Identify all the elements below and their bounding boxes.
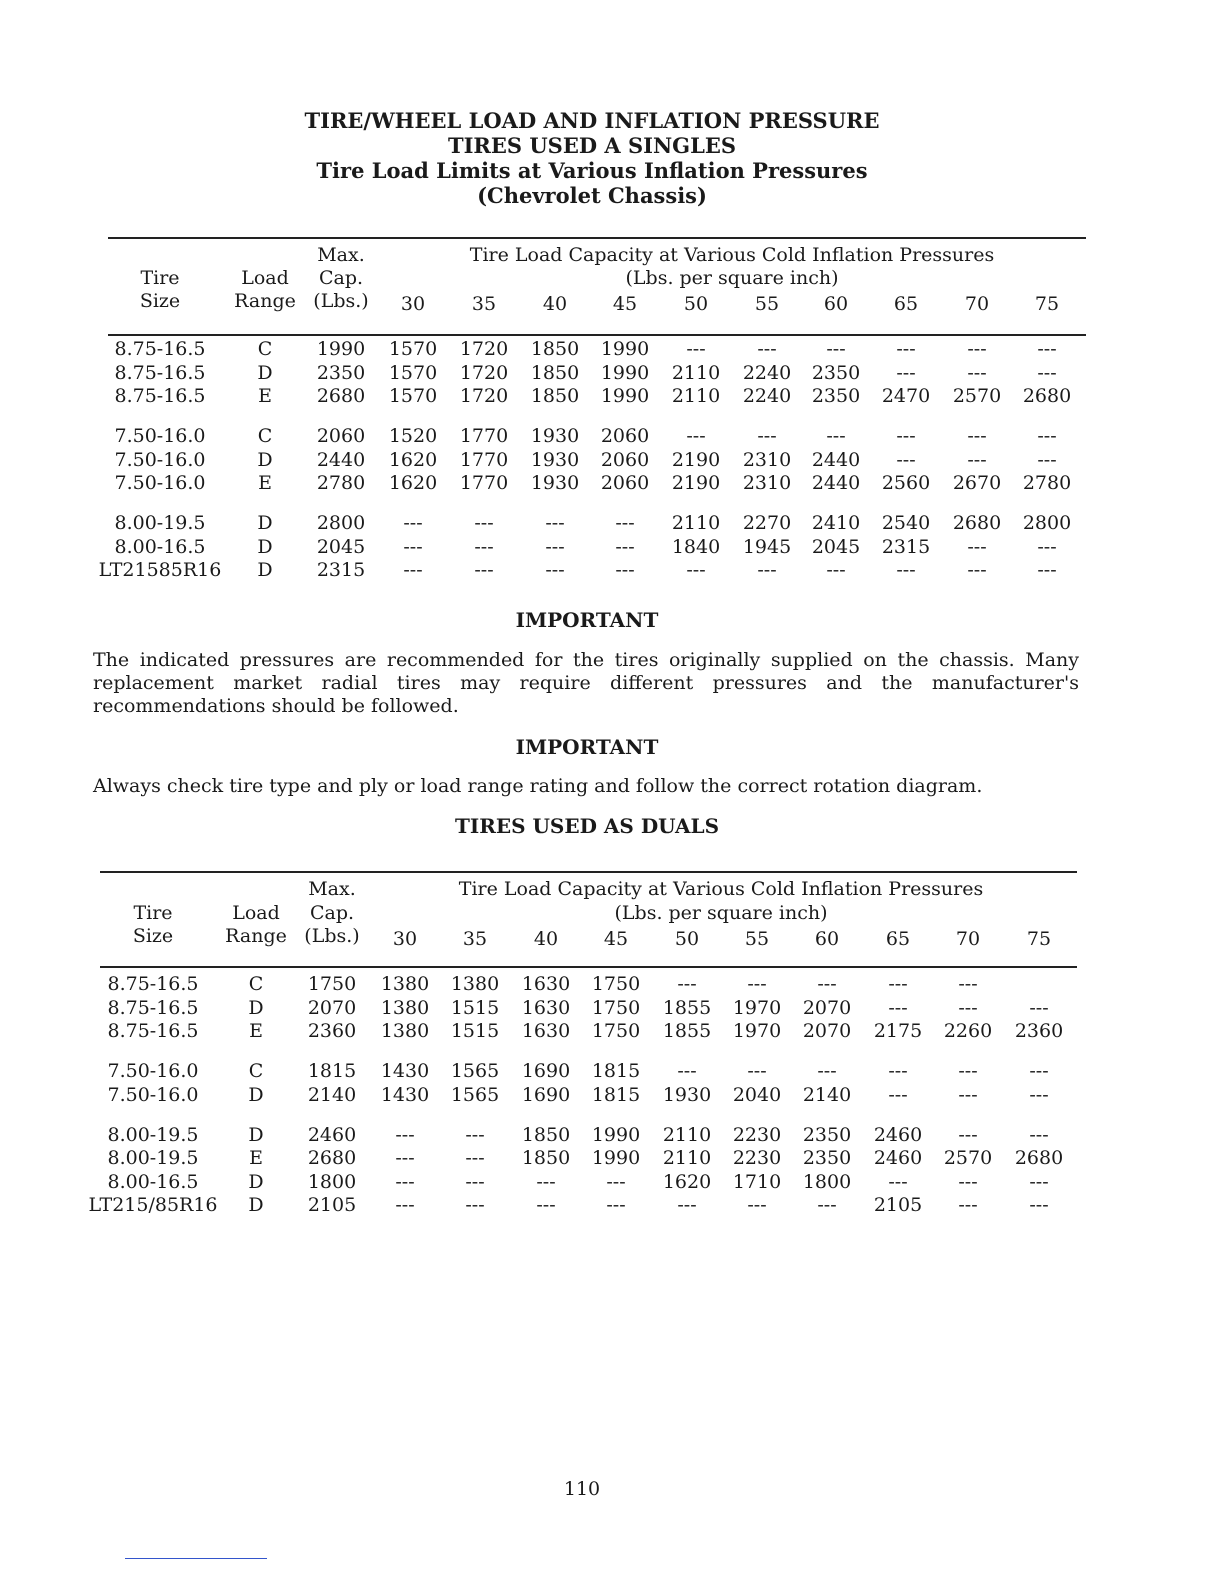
capacity-cell: --- [817,1194,837,1216]
capacity-cell: --- [896,361,916,384]
pressure-header-55: 55 [744,928,770,950]
tire-size-cell: 7.50-16.0 [114,472,206,494]
col-header-max: Max. [308,878,356,900]
tire-size-cell: 8.00-16.5 [114,535,206,558]
capacity-cell: 1565 [450,1060,500,1082]
duals-heading: TIRES USED AS DUALS [454,814,720,838]
capacity-cell: 1570 [388,385,438,407]
capacity-cell: --- [888,1083,908,1106]
capacity-cell: --- [896,425,916,447]
pressure-header-50: 50 [674,928,700,950]
capacity-cell: --- [888,1060,908,1082]
capacity-cell: 1945 [742,535,792,558]
capacity-cell: --- [958,1194,978,1216]
tire-size-cell: 8.75-16.5 [114,361,206,384]
capacity-cell: --- [967,425,987,447]
capacity-cell: --- [686,559,706,581]
capacity-cell: --- [1037,425,1057,447]
load-range-cell: C [248,1060,264,1082]
col-header-size: Size [132,925,174,947]
capacity-cell: 1565 [450,1083,500,1106]
capacity-cell: --- [1037,448,1057,471]
capacity-cell: 2045 [316,535,366,558]
capacity-cell: 2440 [811,472,861,494]
important-heading-2: IMPORTANT [515,735,659,759]
col-header-range: Range [225,925,287,947]
capacity-cell: --- [1029,1170,1049,1193]
col-header-lbs: (Lbs.) [304,925,360,947]
capacity-cell: 2780 [316,472,366,494]
capacity-cell: --- [826,559,846,581]
load-range-cell: D [248,1083,264,1106]
capacity-cell: 1710 [732,1170,782,1193]
col-header-tire: Tire [133,902,173,924]
capacity-cell: --- [1029,1194,1049,1216]
capacity-cell: 2105 [307,1194,357,1216]
capacity-cell: 2060 [600,425,650,447]
capacity-cell: 1750 [591,973,641,995]
pressure-header-55: 55 [754,293,780,315]
capacity-cell: 2270 [742,512,792,534]
capacity-cell: --- [757,425,777,447]
capacity-cell: --- [967,361,987,384]
load-range-cell: D [257,512,273,534]
load-range-cell: E [249,1147,263,1169]
capacity-cell: --- [958,996,978,1019]
pressure-header-50: 50 [683,293,709,315]
capacity-cell: 1800 [307,1170,357,1193]
capacity-cell: 1770 [459,472,509,494]
tire-size-cell: 8.00-19.5 [107,1123,199,1146]
capacity-cell: 1930 [662,1083,712,1106]
capacity-cell: --- [395,1123,415,1146]
capacity-cell: 2440 [316,448,366,471]
capacity-cell: --- [747,973,767,995]
capacity-cell: 1930 [530,448,580,471]
capacity-cell: 2060 [316,425,366,447]
capacity-cell: 1380 [380,996,430,1019]
col-header-load: Load [241,267,289,289]
capacity-cell: 1815 [307,1060,357,1082]
capacity-cell: --- [896,448,916,471]
capacity-cell: --- [395,1147,415,1169]
title-line-1: TIRE/WHEEL LOAD AND INFLATION PRESSURE [304,108,880,133]
capacity-header: Tire Load Capacity at Various Cold Inflation Pressures [469,244,995,266]
pressure-header-40: 40 [542,293,568,315]
table-header-rule [100,966,1077,968]
page-title-block [0,108,1184,208]
capacity-cell: --- [958,973,978,995]
capacity-cell: 2060 [600,448,650,471]
capacity-cell: --- [967,338,987,360]
capacity-cell: 2560 [881,472,931,494]
tire-size-cell: LT21585R16 [98,559,222,581]
capacity-cell: 2315 [316,559,366,581]
load-range-cell: D [248,996,264,1019]
capacity-cell: 2140 [307,1083,357,1106]
capacity-cell: 1620 [388,448,438,471]
load-range-cell: D [257,361,273,384]
tire-size-cell: 7.50-16.0 [114,425,206,447]
capacity-cell: 1800 [802,1170,852,1193]
title-line-2: TIRES USED A SINGLES [447,133,737,158]
capacity-cell: 1930 [530,472,580,494]
capacity-cell: --- [474,512,494,534]
capacity-cell: --- [1029,1123,1049,1146]
capacity-cell: 1630 [521,973,571,995]
capacity-cell: 2260 [943,1020,993,1042]
table-top-rule [108,237,1086,239]
tire-size-cell: 8.00-19.5 [107,1147,199,1169]
capacity-cell: 2360 [1014,1020,1064,1042]
capacity-cell: 1430 [380,1083,430,1106]
capacity-cell: 2315 [881,535,931,558]
capacity-cell: --- [888,973,908,995]
capacity-cell: 1520 [388,425,438,447]
pressure-header-45: 45 [612,293,638,315]
capacity-cell: 1770 [459,425,509,447]
capacity-cell: 2310 [742,448,792,471]
capacity-cell: 2190 [671,448,721,471]
capacity-cell: 2350 [316,361,366,384]
capacity-cell: 2470 [881,385,931,407]
load-range-cell: E [258,385,272,407]
capacity-cell: 1720 [459,385,509,407]
important-paragraph-1: The indicated pressures are recommended for the tires originally supplied on the chassis. Many replacement market radial tires may require different pressures and the manufacturer's recommendations should be followed. [93,649,1079,717]
capacity-cell: --- [757,559,777,581]
pressure-header-30: 30 [400,293,426,315]
capacity-cell: 2350 [811,361,861,384]
capacity-cell: 2670 [952,472,1002,494]
singles-load-table [98,237,1086,587]
capacity-cell: 1630 [521,996,571,1019]
capacity-cell: --- [403,535,423,558]
capacity-cell: 2240 [742,385,792,407]
capacity-cell: 2410 [811,512,861,534]
capacity-cell: 2140 [802,1083,852,1106]
capacity-cell: --- [606,1170,626,1193]
load-range-cell: D [257,448,273,471]
capacity-cell: --- [403,512,423,534]
col-header-cap: Cap. [318,267,364,289]
capacity-cell: 1750 [307,973,357,995]
capacity-cell: 2680 [307,1147,357,1169]
tire-size-cell: 8.75-16.5 [114,385,206,407]
col-header-max: Max. [317,244,365,266]
capacity-cell: 1850 [530,385,580,407]
capacity-cell: --- [545,559,565,581]
capacity-cell: 1850 [521,1147,571,1169]
capacity-cell: 1690 [521,1083,571,1106]
capacity-cell: --- [465,1123,485,1146]
capacity-cell: 2680 [1014,1147,1064,1169]
capacity-cell: --- [958,1060,978,1082]
pressure-header-35: 35 [471,293,497,315]
table-header-rule [108,334,1086,336]
capacity-cell: --- [474,559,494,581]
capacity-cell: --- [817,973,837,995]
load-range-cell: D [248,1123,264,1146]
capacity-cell: 2570 [952,385,1002,407]
capacity-cell: 2350 [802,1147,852,1169]
pressure-header-75: 75 [1034,293,1060,315]
capacity-cell: 2105 [873,1194,923,1216]
capacity-cell: 2460 [307,1123,357,1146]
capacity-cell: 2800 [316,512,366,534]
capacity-cell: 1855 [662,1020,712,1042]
col-header-tire: Tire [140,267,180,289]
tire-size-cell: 7.50-16.0 [107,1083,199,1106]
capacity-cell: --- [686,338,706,360]
pressure-header-75: 75 [1026,928,1052,950]
capacity-cell: 2230 [732,1123,782,1146]
capacity-cell: 2540 [881,512,931,534]
col-header-range: Range [234,290,296,312]
pressure-header-30: 30 [392,928,418,950]
capacity-cell: 1970 [732,1020,782,1042]
load-range-cell: D [257,535,273,558]
capacity-cell: 2070 [802,996,852,1019]
capacity-cell: --- [403,559,423,581]
capacity-cell: --- [474,535,494,558]
capacity-cell: 2045 [811,535,861,558]
tire-size-cell: 8.75-16.5 [114,338,206,360]
capacity-cell: 2175 [873,1020,923,1042]
capacity-cell: 1970 [732,996,782,1019]
capacity-cell: 1990 [591,1123,641,1146]
load-range-cell: E [258,472,272,494]
capacity-cell: 2190 [671,472,721,494]
capacity-cell: --- [888,1170,908,1193]
capacity-cell: 1850 [521,1123,571,1146]
capacity-cell: --- [686,425,706,447]
capacity-cell: --- [615,559,635,581]
capacity-cell: --- [615,535,635,558]
capacity-cell: 2440 [811,448,861,471]
capacity-cell: --- [1037,361,1057,384]
capacity-cell: 1430 [380,1060,430,1082]
capacity-cell: 1570 [388,361,438,384]
capacity-cell: 1990 [316,338,366,360]
capacity-cell: --- [1029,1060,1049,1082]
capacity-cell: --- [536,1194,556,1216]
capacity-cell: 2110 [671,385,721,407]
capacity-cell: 2350 [811,385,861,407]
capacity-cell: 2230 [732,1147,782,1169]
load-range-cell: D [257,559,273,581]
load-range-cell: C [257,338,273,360]
capacity-cell: --- [888,996,908,1019]
capacity-cell: --- [536,1170,556,1193]
duals-load-table [88,871,1077,1221]
capacity-cell: 2110 [671,512,721,534]
capacity-cell: --- [1037,338,1057,360]
capacity-cell: 1770 [459,448,509,471]
tire-size-cell: LT215/85R16 [88,1194,218,1216]
tire-size-cell: 8.75-16.5 [107,973,199,995]
table-top-rule [100,871,1077,873]
capacity-units: (Lbs. per square inch) [614,902,828,924]
tire-size-cell: 7.50-16.0 [114,448,206,471]
capacity-cell: 2570 [943,1147,993,1169]
capacity-cell: 2040 [732,1083,782,1106]
load-range-cell: E [249,1020,263,1042]
capacity-cell: --- [826,425,846,447]
capacity-cell: --- [967,559,987,581]
capacity-cell: 1990 [600,361,650,384]
important-heading-1: IMPORTANT [515,608,659,632]
tire-size-cell: 8.00-16.5 [107,1170,199,1193]
capacity-cell: --- [1029,996,1049,1019]
pressure-header-35: 35 [462,928,488,950]
capacity-cell: 1515 [450,996,500,1019]
capacity-cell: 1750 [591,1020,641,1042]
footer-rule [125,1558,267,1559]
capacity-cell: 1815 [591,1060,641,1082]
capacity-cell: 1720 [459,361,509,384]
pressure-header-40: 40 [533,928,559,950]
capacity-cell: 1850 [530,361,580,384]
capacity-cell: --- [958,1170,978,1193]
capacity-cell: 1570 [388,338,438,360]
capacity-cell: --- [1037,535,1057,558]
capacity-cell: --- [817,1060,837,1082]
capacity-cell: 2070 [802,1020,852,1042]
load-range-cell: C [257,425,273,447]
capacity-cell: --- [615,512,635,534]
capacity-cell: 2780 [1022,472,1072,494]
capacity-cell: 1930 [530,425,580,447]
title-line-3: Tire Load Limits at Various Inflation Pressures [316,158,868,183]
col-header-size: Size [139,290,181,312]
capacity-cell: --- [677,1060,697,1082]
capacity-cell: 1990 [591,1147,641,1169]
capacity-units: (Lbs. per square inch) [625,267,839,289]
pressure-header-60: 60 [823,293,849,315]
pressure-header-65: 65 [885,928,911,950]
capacity-cell: 2240 [742,361,792,384]
pressure-header-70: 70 [955,928,981,950]
title-line-4: (Chevrolet Chassis) [477,183,707,208]
col-header-load: Load [232,902,280,924]
capacity-cell: --- [1029,1083,1049,1106]
capacity-cell: --- [465,1194,485,1216]
capacity-cell: --- [606,1194,626,1216]
capacity-cell: --- [757,338,777,360]
capacity-cell: 2110 [662,1123,712,1146]
capacity-cell: 1620 [662,1170,712,1193]
capacity-cell: 2310 [742,472,792,494]
pressure-header-45: 45 [603,928,629,950]
capacity-cell: --- [677,973,697,995]
capacity-cell: 1855 [662,996,712,1019]
capacity-cell: --- [967,448,987,471]
pressure-header-60: 60 [814,928,840,950]
capacity-cell: --- [747,1060,767,1082]
capacity-cell: --- [677,1194,697,1216]
capacity-cell: 2680 [316,385,366,407]
capacity-cell: --- [545,535,565,558]
capacity-cell: 1990 [600,338,650,360]
capacity-cell: --- [1037,559,1057,581]
capacity-cell: 1380 [380,973,430,995]
capacity-cell: 1380 [380,1020,430,1042]
load-range-cell: C [248,973,264,995]
capacity-cell: 2800 [1022,512,1072,534]
capacity-header: Tire Load Capacity at Various Cold Inflation Pressures [458,878,984,900]
pressure-header-65: 65 [893,293,919,315]
load-range-cell: D [248,1170,264,1193]
capacity-cell: --- [958,1083,978,1106]
capacity-cell: --- [747,1194,767,1216]
capacity-cell: 2350 [802,1123,852,1146]
capacity-cell: 2110 [671,361,721,384]
capacity-cell: 1815 [591,1083,641,1106]
capacity-cell: 2360 [307,1020,357,1042]
tire-size-cell: 8.75-16.5 [107,1020,199,1042]
capacity-cell: --- [465,1147,485,1169]
important-paragraph-2: Always check tire type and ply or load range rating and follow the correct rotation diagram. [93,775,983,797]
capacity-cell: 1720 [459,338,509,360]
capacity-cell: 2060 [600,472,650,494]
capacity-cell: 1750 [591,996,641,1019]
col-header-lbs: (Lbs.) [313,290,369,312]
page-number: 110 [563,1478,601,1500]
pressure-header-70: 70 [964,293,990,315]
capacity-cell: 2070 [307,996,357,1019]
capacity-cell: 2110 [662,1147,712,1169]
capacity-cell: --- [826,338,846,360]
capacity-cell: 1630 [521,1020,571,1042]
tire-size-cell: 8.00-19.5 [114,512,206,534]
capacity-cell: 2680 [1022,385,1072,407]
capacity-cell: 2680 [952,512,1002,534]
capacity-cell: --- [465,1170,485,1193]
tire-size-cell: 7.50-16.0 [107,1060,199,1082]
capacity-cell: --- [545,512,565,534]
capacity-cell: 1990 [600,385,650,407]
capacity-cell: 1620 [388,472,438,494]
capacity-cell: --- [395,1170,415,1193]
capacity-cell: --- [958,1123,978,1146]
capacity-cell: 1840 [671,535,721,558]
capacity-cell: --- [896,559,916,581]
capacity-cell: 1515 [450,1020,500,1042]
capacity-cell: --- [896,338,916,360]
capacity-cell: 1380 [450,973,500,995]
capacity-cell: 2460 [873,1147,923,1169]
tire-size-cell: 8.75-16.5 [107,996,199,1019]
load-range-cell: D [248,1194,264,1216]
capacity-cell: 1850 [530,338,580,360]
capacity-cell: 1690 [521,1060,571,1082]
capacity-cell: --- [967,535,987,558]
capacity-cell: 2460 [873,1123,923,1146]
col-header-cap: Cap. [309,902,355,924]
capacity-cell: --- [395,1194,415,1216]
